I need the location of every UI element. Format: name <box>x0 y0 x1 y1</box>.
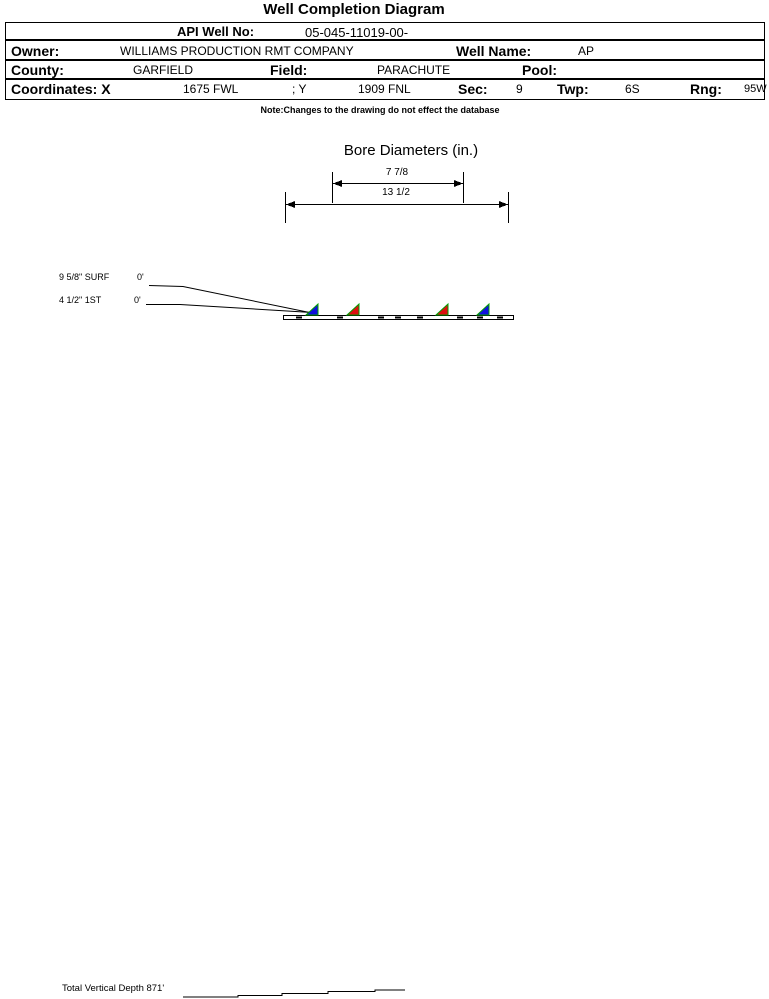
perforation-markers <box>306 304 489 315</box>
casing-first-depth: 0' <box>134 295 141 305</box>
pool-label: Pool: <box>522 62 557 78</box>
bore-outer-diameter-label: 13 1/2 <box>382 187 410 198</box>
perforation-marker-2 <box>347 304 359 315</box>
county-row <box>6 61 764 80</box>
rng-value: 95W <box>744 83 767 95</box>
twp-value: 6S <box>625 82 640 96</box>
owner-label: Owner: <box>11 43 60 59</box>
owner-value: WILLIAMS PRODUCTION RMT COMPANY <box>120 44 354 58</box>
field-label: Field: <box>270 62 308 78</box>
bore-inner-diameter-label: 7 7/8 <box>385 167 409 178</box>
api-well-no-label: API Well No: <box>177 24 255 39</box>
owner-row <box>6 41 764 61</box>
casing-surface-depth: 0' <box>137 272 144 282</box>
bore-diameters-title: Bore Diameters (in.) <box>343 142 479 159</box>
database-note: Note:Changes to the drawing do not effect the database <box>260 105 500 115</box>
page-title: Well Completion Diagram <box>263 1 445 18</box>
rng-label: Rng: <box>690 81 722 97</box>
well-name-value: AP <box>578 44 595 58</box>
well-name-label: Well Name: <box>456 43 532 59</box>
perforation-marker-4 <box>477 304 489 315</box>
api-row <box>6 23 764 41</box>
casing-leader-lines <box>146 286 312 314</box>
total-vertical-depth-label: Total Vertical Depth 871' <box>62 983 165 994</box>
casing-first-label: 4 1/2" 1ST <box>59 295 102 305</box>
casing-surface-label: 9 5/8" SURF <box>59 272 110 282</box>
coordinates-x-label: Coordinates: X <box>11 81 111 97</box>
coordinate-x-value: 1675 FWL <box>183 82 239 96</box>
api-well-no-value: 05-045-11019-00- <box>305 25 409 40</box>
coordinates-row <box>6 80 767 99</box>
twp-label: Twp: <box>557 81 589 97</box>
coordinate-y-value: 1909 FNL <box>358 82 411 96</box>
sec-value: 9 <box>516 82 523 96</box>
wellbore-pipe <box>284 316 514 320</box>
county-label: County: <box>11 62 64 78</box>
perforation-marker-3 <box>436 304 448 315</box>
well-header-table <box>5 22 765 100</box>
sec-label: Sec: <box>458 81 488 97</box>
perforation-marker-1 <box>306 304 318 315</box>
total-depth-line <box>183 990 405 997</box>
coordinates-y-label: ; Y <box>292 82 307 96</box>
field-value: PARACHUTE <box>377 63 451 77</box>
county-value: GARFIELD <box>133 63 194 77</box>
